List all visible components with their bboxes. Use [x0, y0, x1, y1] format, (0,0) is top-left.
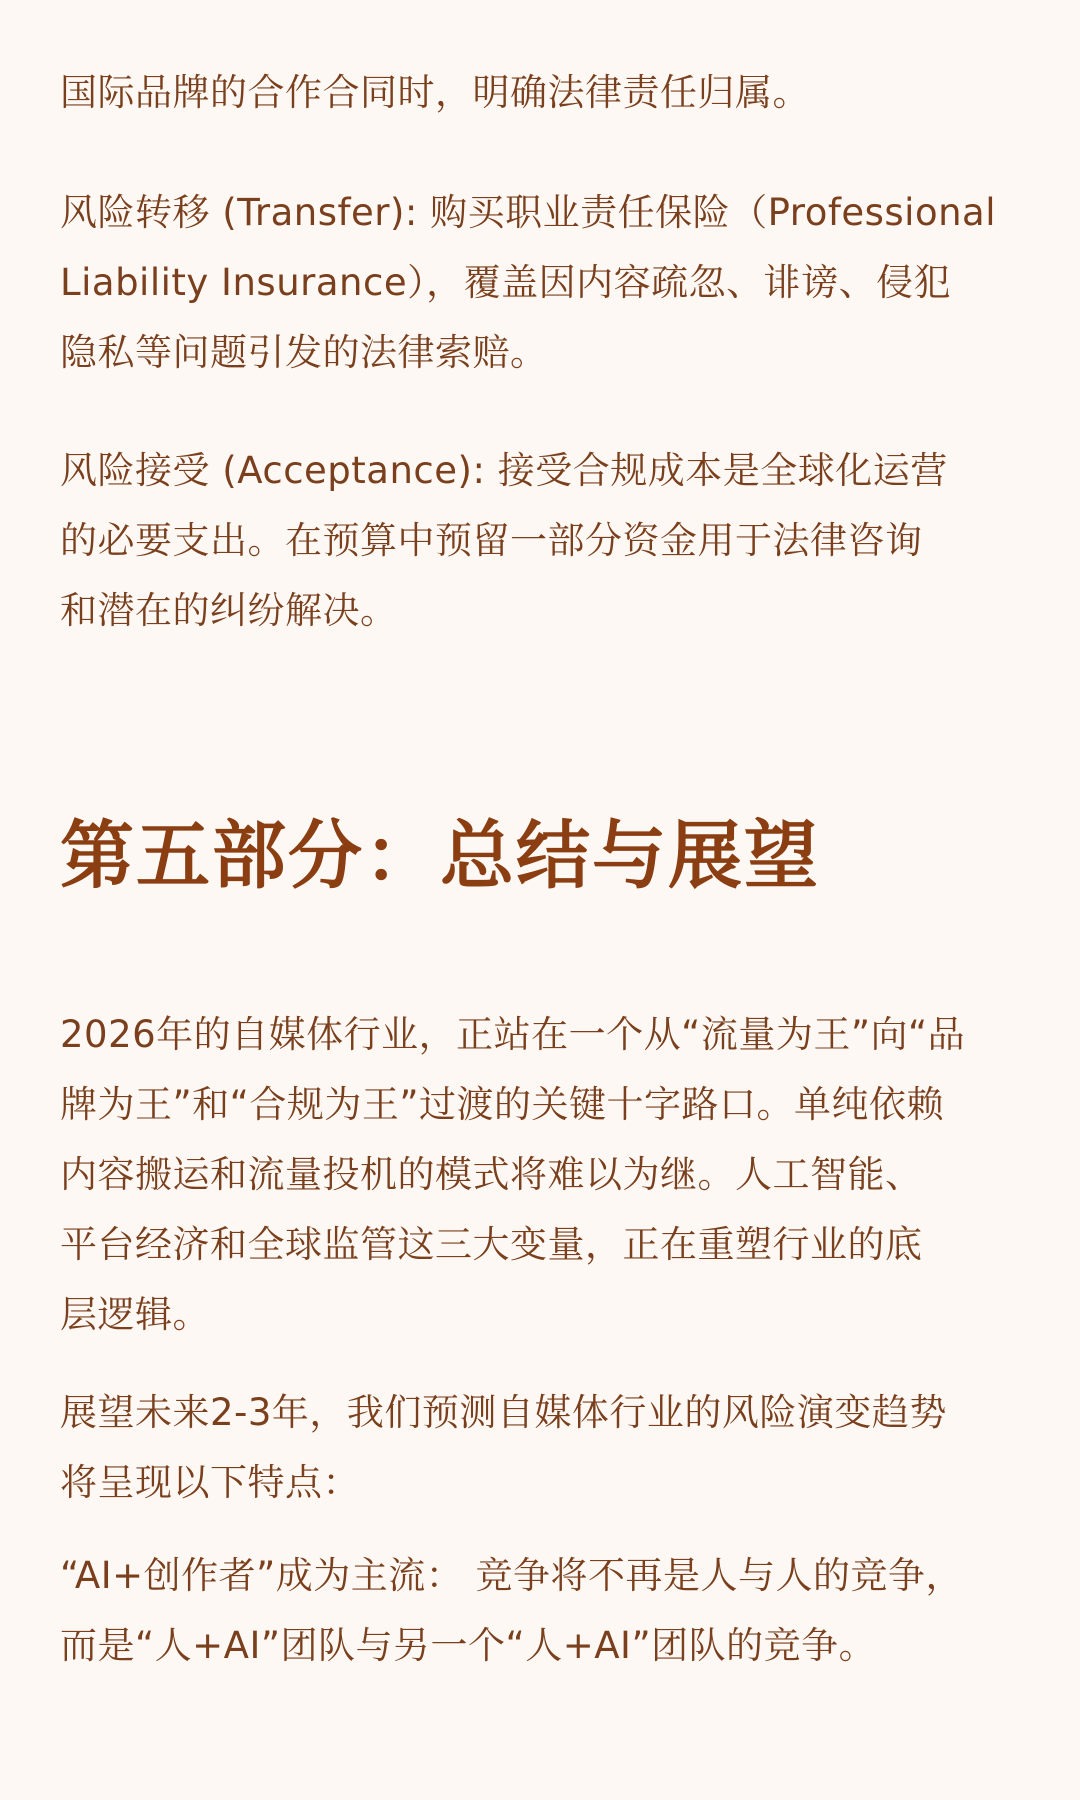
text-line: 而是“人+AI”团队与另一个“人+AI”团队的竞争。: [60, 1624, 877, 1667]
text-line: 风险接受 (Acceptance): 接受合规成本是全球化运营: [60, 449, 948, 492]
text-line: Liability Insurance），覆盖因内容疏忽、诽谤、侵犯: [60, 261, 952, 304]
text-line: 平台经济和全球监管这三大变量，正在重塑行业的底: [60, 1223, 923, 1266]
paragraph-ai-creator-trend: [60, 1541, 1022, 1681]
text-line: 隐私等问题引发的法律索赔。: [60, 331, 548, 374]
paragraph-risk-acceptance: [60, 436, 1022, 646]
text-line: 展望未来2-3年，我们预测自媒体行业的风险演变趋势: [60, 1391, 947, 1434]
text-line: 牌为王”和“合规为王”过渡的关键十字路口。单纯依赖: [60, 1083, 945, 1126]
paragraph-summary: [60, 1000, 1022, 1350]
text-line: 的必要支出。在预算中预留一部分资金用于法律咨询: [60, 519, 923, 562]
text-line: 国际品牌的合作合同时，明确法律责任归属。: [60, 71, 810, 114]
text-line: 层逻辑。: [60, 1293, 210, 1336]
paragraph-contract-liability: [60, 58, 1022, 128]
paragraph-risk-transfer: [60, 178, 1022, 388]
text-line: “AI+创作者”成为主流： 竞争将不再是人与人的竞争，: [60, 1554, 964, 1597]
text-line: 和潜在的纠纷解决。: [60, 589, 398, 632]
paragraph-outlook: [60, 1378, 1022, 1518]
section-heading: 第五部分：总结与展望: [60, 813, 820, 899]
text-line: 将呈现以下特点：: [60, 1461, 360, 1504]
text-line: 2026年的自媒体行业，正站在一个从“流量为王”向“品: [60, 1013, 966, 1056]
text-line: 内容搬运和流量投机的模式将难以为继。人工智能、: [60, 1153, 923, 1196]
text-line: 风险转移 (Transfer): 购买职业责任保险（Professional: [60, 191, 996, 234]
